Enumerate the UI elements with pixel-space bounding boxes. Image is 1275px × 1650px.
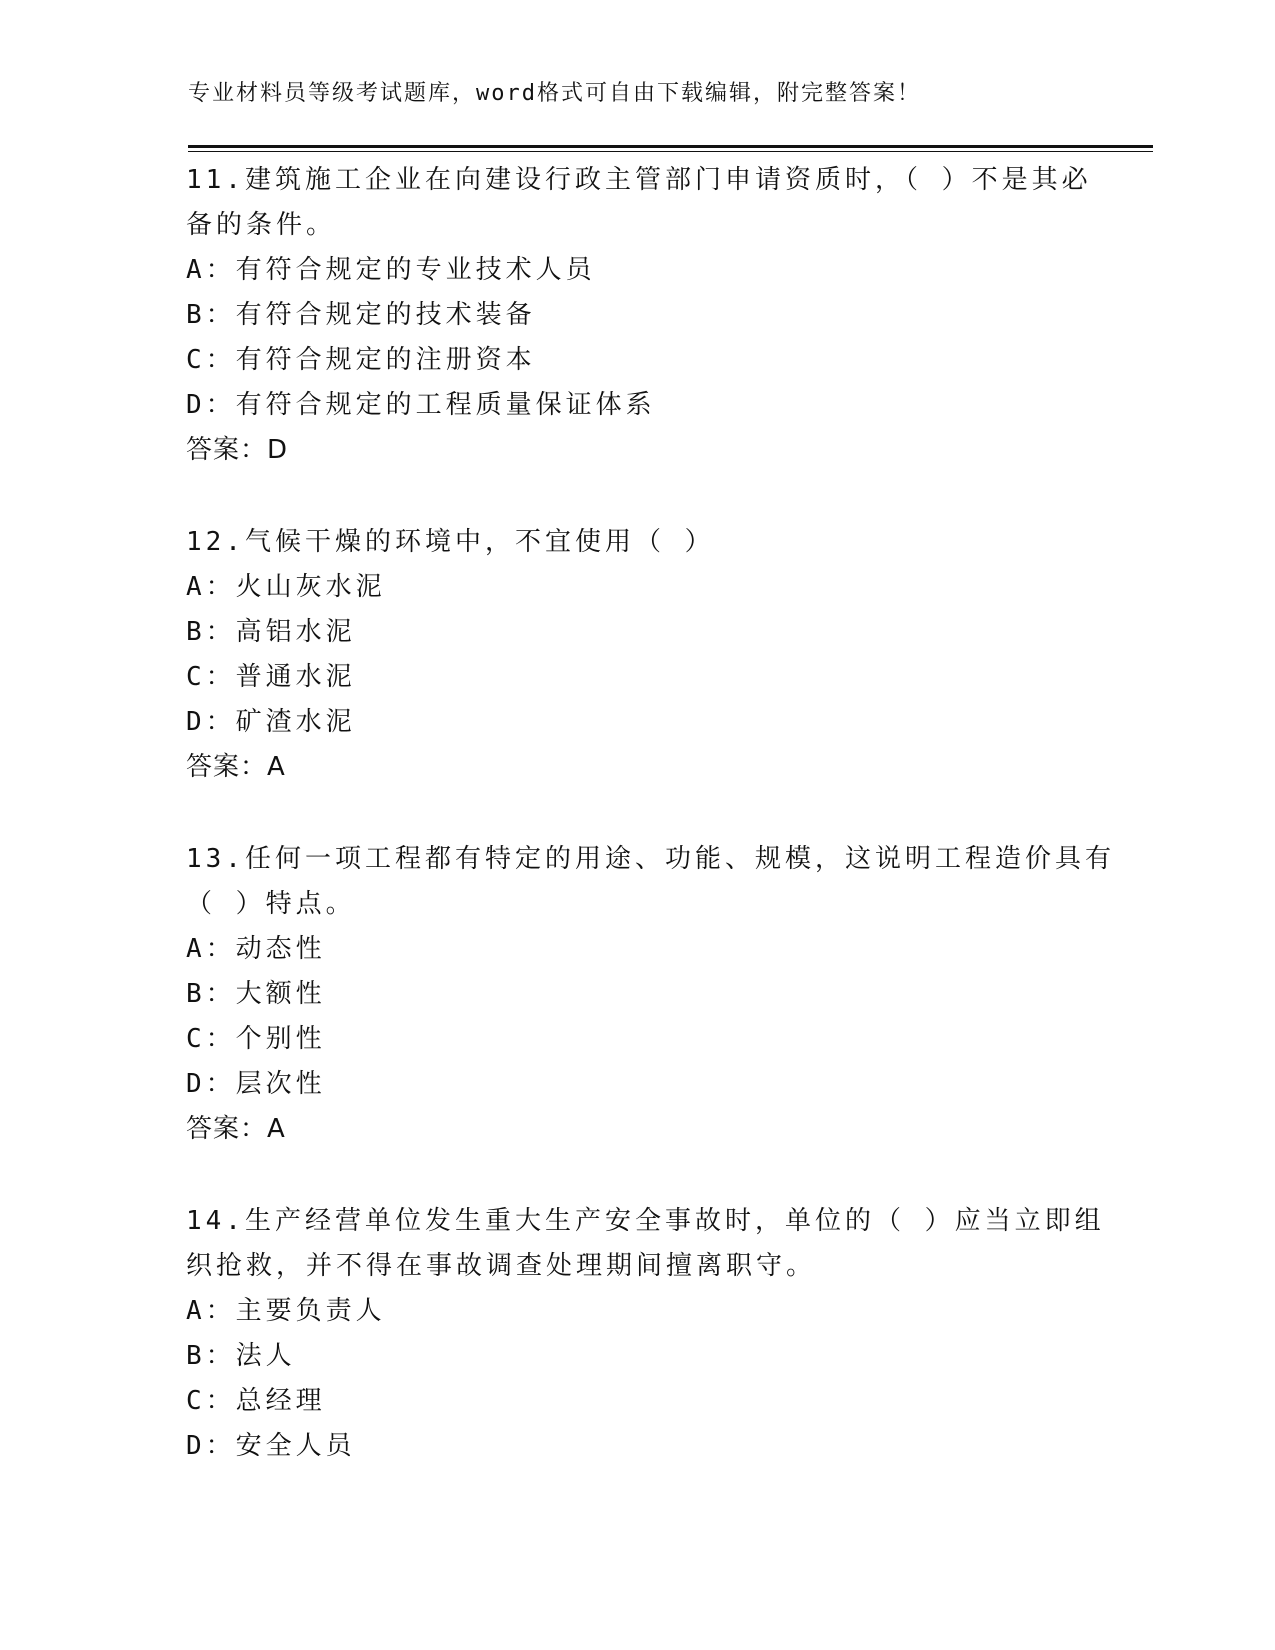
option-c: C：普通水泥 <box>186 662 356 692</box>
option-b: B：法人 <box>186 1341 296 1371</box>
question-stem-continued: 织抢救，并不得在事故调查处理期间擅离职守。 <box>186 1251 817 1281</box>
option-d: D：层次性 <box>186 1069 326 1099</box>
option-a: A：有符合规定的专业技术人员 <box>186 255 596 285</box>
option-b: B：高铝水泥 <box>186 617 356 647</box>
question-13 <box>186 837 1115 1152</box>
question-stem: 12.气候干燥的环境中，不宜使用（ ） <box>186 527 715 557</box>
option-a: A：动态性 <box>186 934 326 964</box>
header-rule-thick <box>188 145 1153 148</box>
question-14 <box>186 1199 1105 1469</box>
question-11 <box>186 158 1092 473</box>
option-a: A：主要负责人 <box>186 1296 386 1326</box>
question-stem: 11.建筑施工企业在向建设行政主管部门申请资质时，（ ）不是其必 <box>186 165 1092 195</box>
option-d: D：矿渣水泥 <box>186 707 356 737</box>
question-stem-continued: （ ）特点。 <box>186 889 356 919</box>
question-list <box>186 158 1115 1469</box>
question-stem: 14.生产经营单位发生重大生产安全事故时，单位的（ ）应当立即组 <box>186 1206 1105 1236</box>
option-b: B：有符合规定的技术装备 <box>186 300 536 330</box>
option-d: D：有符合规定的工程质量保证体系 <box>186 390 656 420</box>
question-12 <box>186 520 1086 790</box>
page-header: 专业材料员等级考试题库，word格式可自由下载编辑，附完整答案！ <box>188 81 921 106</box>
option-c: C：有符合规定的注册资本 <box>186 345 536 375</box>
answer-label: 答案：D <box>186 435 289 465</box>
answer-label: 答案：A <box>186 1114 286 1144</box>
option-b: B：大额性 <box>186 979 326 1009</box>
option-c: C：总经理 <box>186 1386 326 1416</box>
question-stem-continued: 备的条件。 <box>186 210 337 240</box>
answer-label: 答案：A <box>186 752 286 782</box>
question-stem: 13.任何一项工程都有特定的用途、功能、规模，这说明工程造价具有 <box>186 844 1115 874</box>
header-rule-thin <box>188 151 1153 152</box>
option-a: A：火山灰水泥 <box>186 572 386 602</box>
option-c: C：个别性 <box>186 1024 326 1054</box>
option-d: D：安全人员 <box>186 1431 356 1461</box>
